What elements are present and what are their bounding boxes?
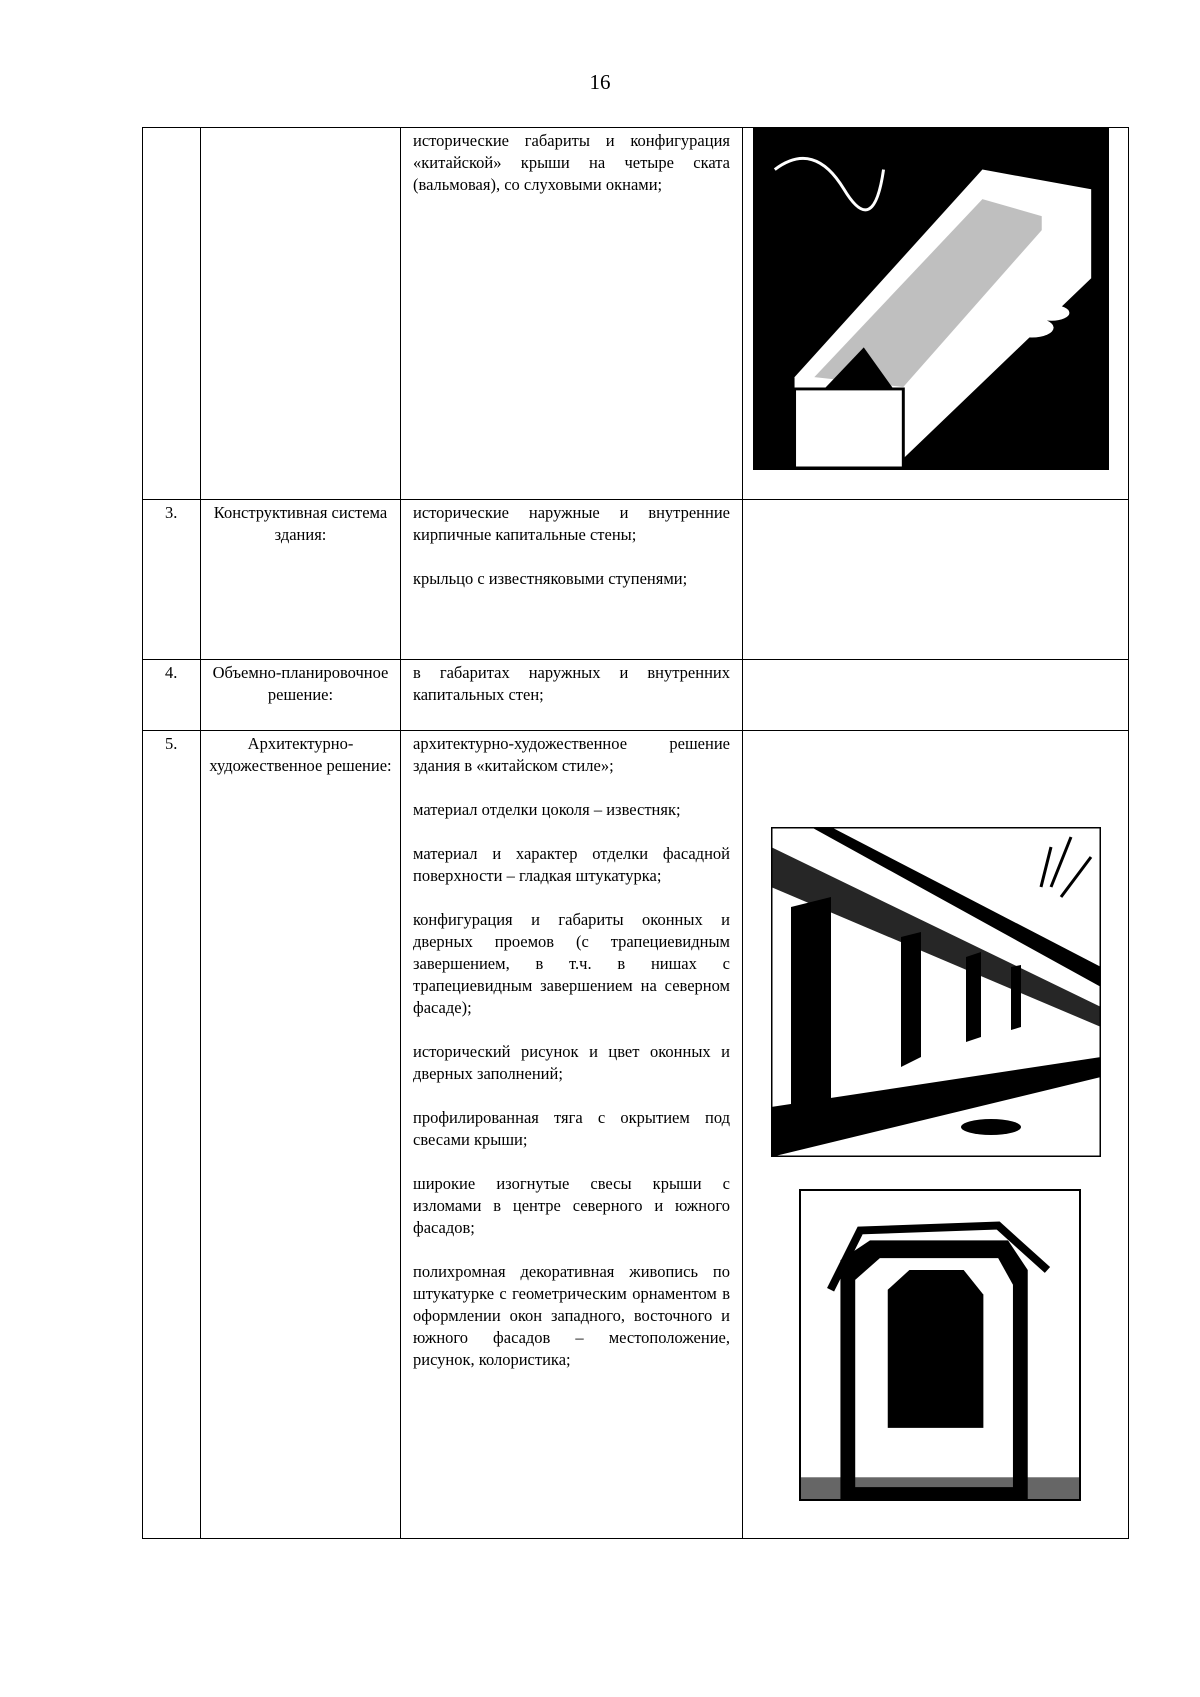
photo-cell <box>743 660 1129 731</box>
description-paragraph: исторический рисунок и цвет оконных и дверных заполнений; <box>413 1042 730 1083</box>
facade-photo <box>771 827 1101 1157</box>
table-row <box>143 660 1129 731</box>
description-paragraph: в габаритах наружных и внутренних капитальных стен; <box>413 663 730 704</box>
description-paragraph: материал и характер отделки фасадной поверхности – гладкая штукатурка; <box>413 844 730 885</box>
row-description <box>401 731 743 1539</box>
row-description <box>401 500 743 660</box>
description-paragraph: материал отделки цоколя – известняк; <box>413 800 681 819</box>
table-row <box>143 500 1129 660</box>
photo-cell <box>743 128 1129 500</box>
photo-cell <box>743 731 1129 1539</box>
row-description <box>401 660 743 731</box>
row-number: 5. <box>143 731 201 1539</box>
row-subject: Конструктивная система здания: <box>201 500 401 660</box>
row-subject: Архитектурно-художественное решение: <box>201 731 401 1539</box>
row-number: 4. <box>143 660 201 731</box>
description-paragraph: исторические наружные и внутренние кирпичные капитальные стены; <box>413 503 730 544</box>
description-paragraph: широкие изогнутые свесы крыши с изломами в центре северного и южного фасадов; <box>413 1174 730 1237</box>
row-number <box>143 128 201 500</box>
photo-cell <box>743 500 1129 660</box>
row-subject <box>201 128 401 500</box>
monument-spec-table <box>142 127 1129 1539</box>
description-paragraph: полихромная декоративная живопись по штукатурке с геометрическим орнаментом в оформлении окон западного, восточного и южного фасадов – местоположение, рисунок, колористика; <box>413 1262 730 1369</box>
description-paragraph: профилированная тяга с окрытием под свесами крыши; <box>413 1108 730 1149</box>
row-subject: Объемно-планировочное решение: <box>201 660 401 731</box>
description-paragraph: конфигурация и габариты оконных и дверных проемов (с трапециевидным завершением, в т.ч. в нишах с трапециевидным завершением на северном фасаде); <box>413 910 730 1017</box>
table-row <box>143 731 1129 1539</box>
row-description <box>401 128 743 500</box>
window-detail-photo <box>799 1189 1081 1501</box>
description-paragraph: исторические габариты и конфигурация «китайской» крыши на четыре ската (вальмовая), со слуховыми окнами; <box>413 131 730 194</box>
description-paragraph: архитектурно-художественное решение здания в «китайском стиле»; <box>413 734 730 775</box>
roof-aerial-photo <box>753 128 1109 470</box>
row-number: 3. <box>143 500 201 660</box>
page-number: 16 <box>589 70 611 94</box>
description-paragraph: крыльцо с известняковыми ступенями; <box>413 569 688 588</box>
table-row <box>143 128 1129 500</box>
